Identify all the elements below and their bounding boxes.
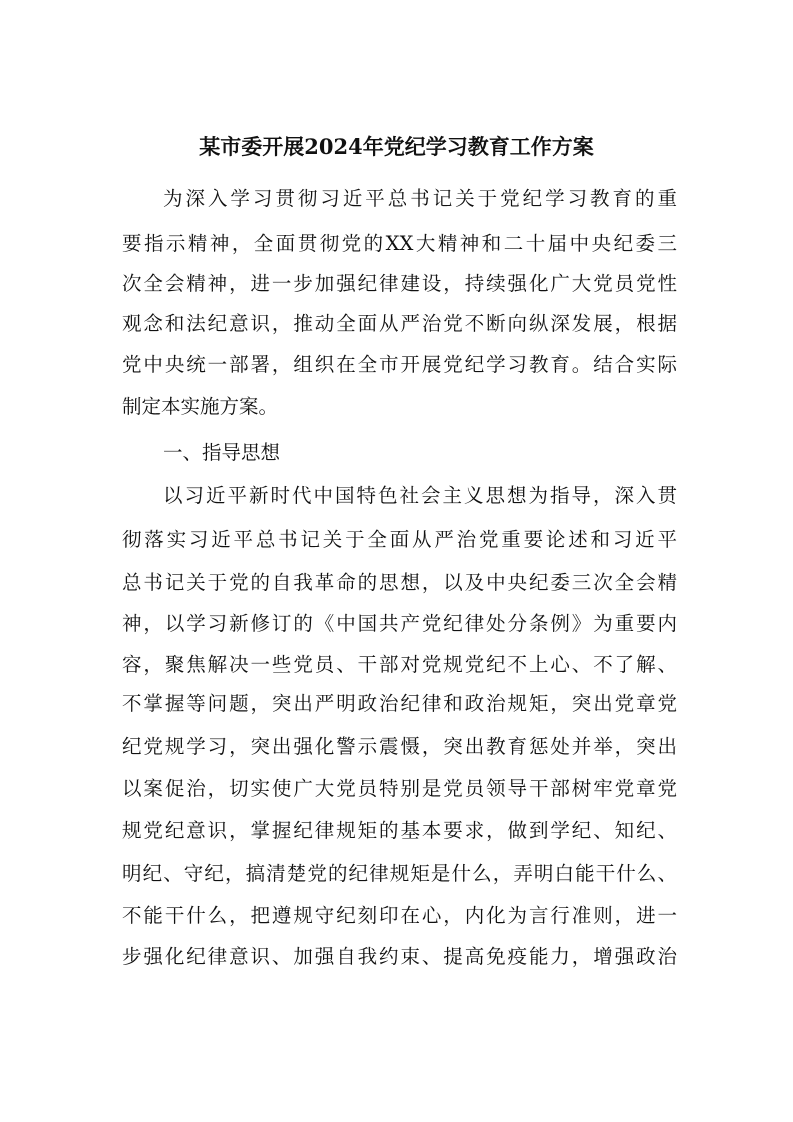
paragraph-line: 不掌握等问题，突出严明政治纪律和政治规矩，突出党章党 [122,692,677,715]
paragraph-line: 纪党规学习，突出强化警示震慑，突出教育惩处并举，突出 [122,735,677,758]
paragraph-line: 党中央统一部署，组织在全市开展党纪学习教育。结合实际 [122,353,677,376]
paragraph-line: 以习近平新时代中国特色社会主义思想为指导，深入贯 [163,484,677,507]
paragraph-line: 要指示精神，全面贯彻党的XX大精神和二十届中央纪委三 [122,232,677,255]
paragraph-line: 明纪、守纪，搞清楚党的纪律规矩是什么，弄明白能干什么、 [122,862,677,885]
paragraph-line: 规党纪意识，掌握纪律规矩的基本要求，做到学纪、知纪、 [122,819,677,842]
paragraph-line: 总书记关于党的自我革命的思想，以及中央纪委三次全会精 [122,571,677,594]
document-title: 某市委开展2024年党纪学习教育工作方案 [199,134,594,159]
paragraph-line: 不能干什么，把遵规守纪刻印在心，内化为言行准则，进一 [122,904,677,927]
paragraph-line: 神，以学习新修订的《中国共产党纪律处分条例》为重要内 [122,612,677,635]
paragraph-line: 制定本实施方案。 [122,395,279,418]
paragraph-line: 容，聚焦解决一些党员、干部对党规党纪不上心、不了解、 [122,653,677,676]
paragraph-line: 步强化纪律意识、加强自我约束、提高免疫能力，增强政治 [122,945,677,968]
section-heading: 一、指导思想 [163,441,281,464]
paragraph-line: 观念和法纪意识，推动全面从严治党不断向纵深发展，根据 [122,312,677,335]
paragraph-line: 为深入学习贯彻习近平总书记关于党纪学习教育的重 [163,187,677,210]
paragraph-line: 以案促治，切实使广大党员特别是党员领导干部树牢党章党 [122,777,677,800]
paragraph-line: 次全会精神，进一步加强纪律建设，持续强化广大党员党性 [122,272,677,295]
paragraph-line: 彻落实习近平总书记关于全面从严治党重要论述和习近平 [122,528,677,551]
